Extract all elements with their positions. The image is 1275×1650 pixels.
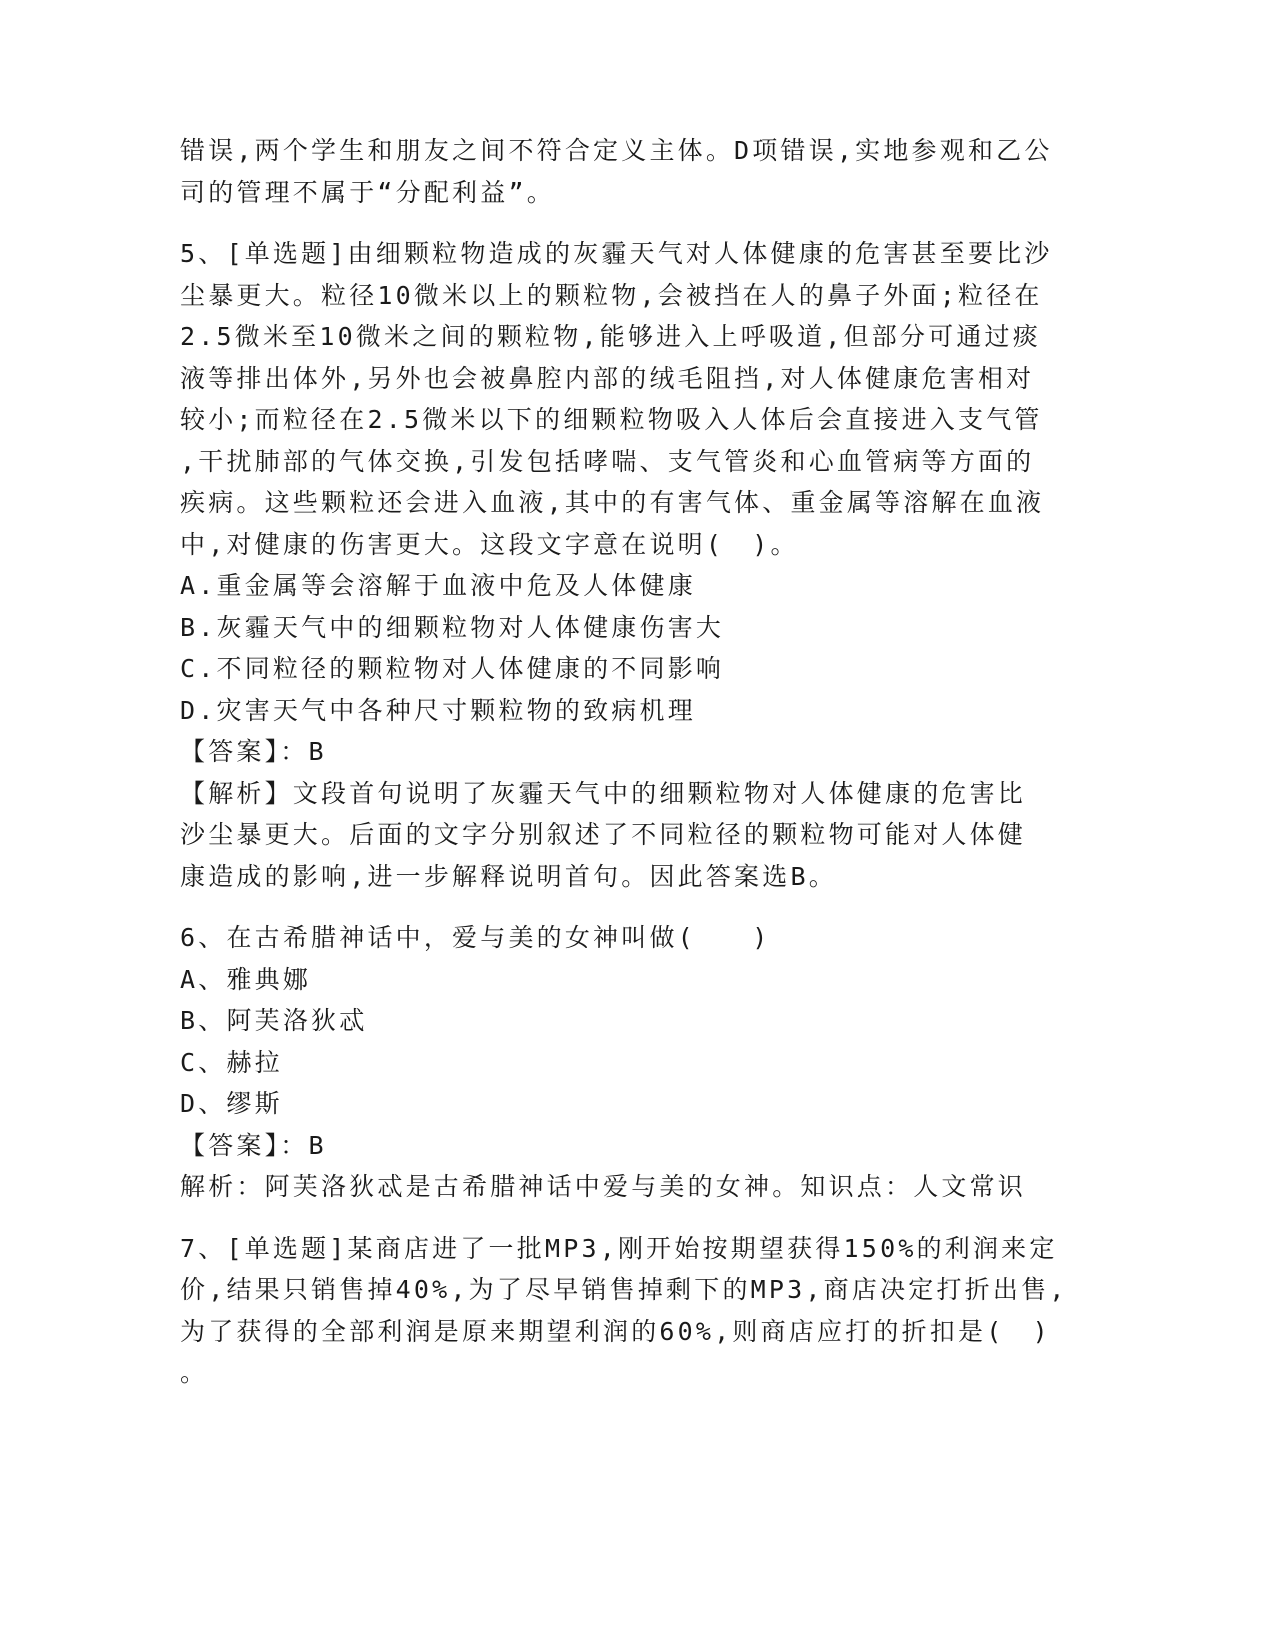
- answer-options: [180, 565, 1060, 731]
- option-b: B.灰霾天气中的细颗粒物对人体健康伤害大: [180, 612, 725, 642]
- stem-line: 。: [180, 1358, 209, 1387]
- stem-line: 2.5微米至10微米之间的颗粒物,能够进入上呼吸道,但部分可通过痰: [180, 322, 1041, 351]
- spacer: [180, 213, 1060, 233]
- stem-line: 7、[单选题]某商店进了一批MP3,刚开始按期望获得150%的利润来定: [180, 1233, 1058, 1263]
- stem-line: 尘暴更大。粒径10微米以上的颗粒物,会被挡在人的鼻子外面;粒径在: [180, 280, 1043, 310]
- question-5: [180, 233, 1060, 897]
- option-a: A、雅典娜: [180, 964, 312, 994]
- analysis-line: 解析：阿芙洛狄忒是古希腊神话中爱与美的女神。知识点：人文常识: [180, 1172, 1027, 1201]
- stem-line: ,干扰肺部的气体交换,引发包括哮喘、支气管炎和心血管病等方面的: [180, 446, 1035, 476]
- document-page: [180, 130, 1068, 1394]
- answer-key: 【答案】：B: [180, 1130, 327, 1160]
- stem-line: 6、在古希腊神话中，爱与美的女神叫做( ): [180, 923, 771, 952]
- option-b: B、阿芙洛狄忒: [180, 1006, 368, 1035]
- stem-line: 液等排出体外,另外也会被鼻腔内部的绒毛阻挡,对人体健康危害相对: [180, 363, 1035, 393]
- stem-line: 价,结果只销售掉40%,为了尽早销售掉剩下的MP3,商店决定打折出售,: [180, 1275, 1068, 1304]
- answer-options: [180, 959, 1060, 1125]
- text-line: 错误,两个学生和朋友之间不符合定义主体。D项错误,实地参观和乙公: [180, 136, 1053, 165]
- stem-line: 中,对健康的伤害更大。这段文字意在说明( )。: [180, 529, 799, 559]
- question-6: [180, 917, 1060, 1208]
- answer-key: 【答案】：B: [180, 737, 327, 766]
- analysis: [180, 1166, 1060, 1208]
- stem-line: 疾病。这些颗粒还会进入血液,其中的有害气体、重金属等溶解在血液: [180, 488, 1045, 517]
- spacer: [180, 897, 1060, 917]
- stem-line: 5、[单选题]由细颗粒物造成的灰霾天气对人体健康的危害甚至要比沙: [180, 239, 1053, 268]
- analysis: [180, 773, 1060, 898]
- option-d: D.灾害天气中各种尺寸颗粒物的致病机理: [180, 695, 696, 725]
- analysis-line: 康造成的影响,进一步解释说明首句。因此答案选B。: [180, 861, 837, 891]
- previous-question-analysis-tail: [180, 130, 1060, 213]
- option-c: C.不同粒径的颗粒物对人体健康的不同影响: [180, 654, 725, 683]
- stem-line: 较小;而粒径在2.5微米以下的细颗粒物吸入人体后会直接进入支气管: [180, 405, 1043, 434]
- question-stem: [180, 1228, 1068, 1394]
- analysis-line: 沙尘暴更大。后面的文字分别叙述了不同粒径的颗粒物可能对人体健: [180, 820, 1027, 849]
- stem-line: 为了获得的全部利润是原来期望利润的60%,则商店应打的折扣是( ): [180, 1316, 1051, 1346]
- analysis-line: 【解析】文段首句说明了灰霾天气中的细颗粒物对人体健康的危害比: [180, 778, 1027, 808]
- question-stem: [180, 917, 1060, 959]
- spacer: [180, 1208, 1060, 1228]
- question-7: [180, 1228, 1068, 1394]
- option-a: A.重金属等会溶解于血液中危及人体健康: [180, 571, 696, 600]
- option-d: D、缪斯: [180, 1089, 283, 1118]
- question-stem: [180, 233, 1060, 565]
- text-line: 司的管理不属于“分配利益”。: [180, 177, 555, 207]
- option-c: C、赫拉: [180, 1047, 283, 1077]
